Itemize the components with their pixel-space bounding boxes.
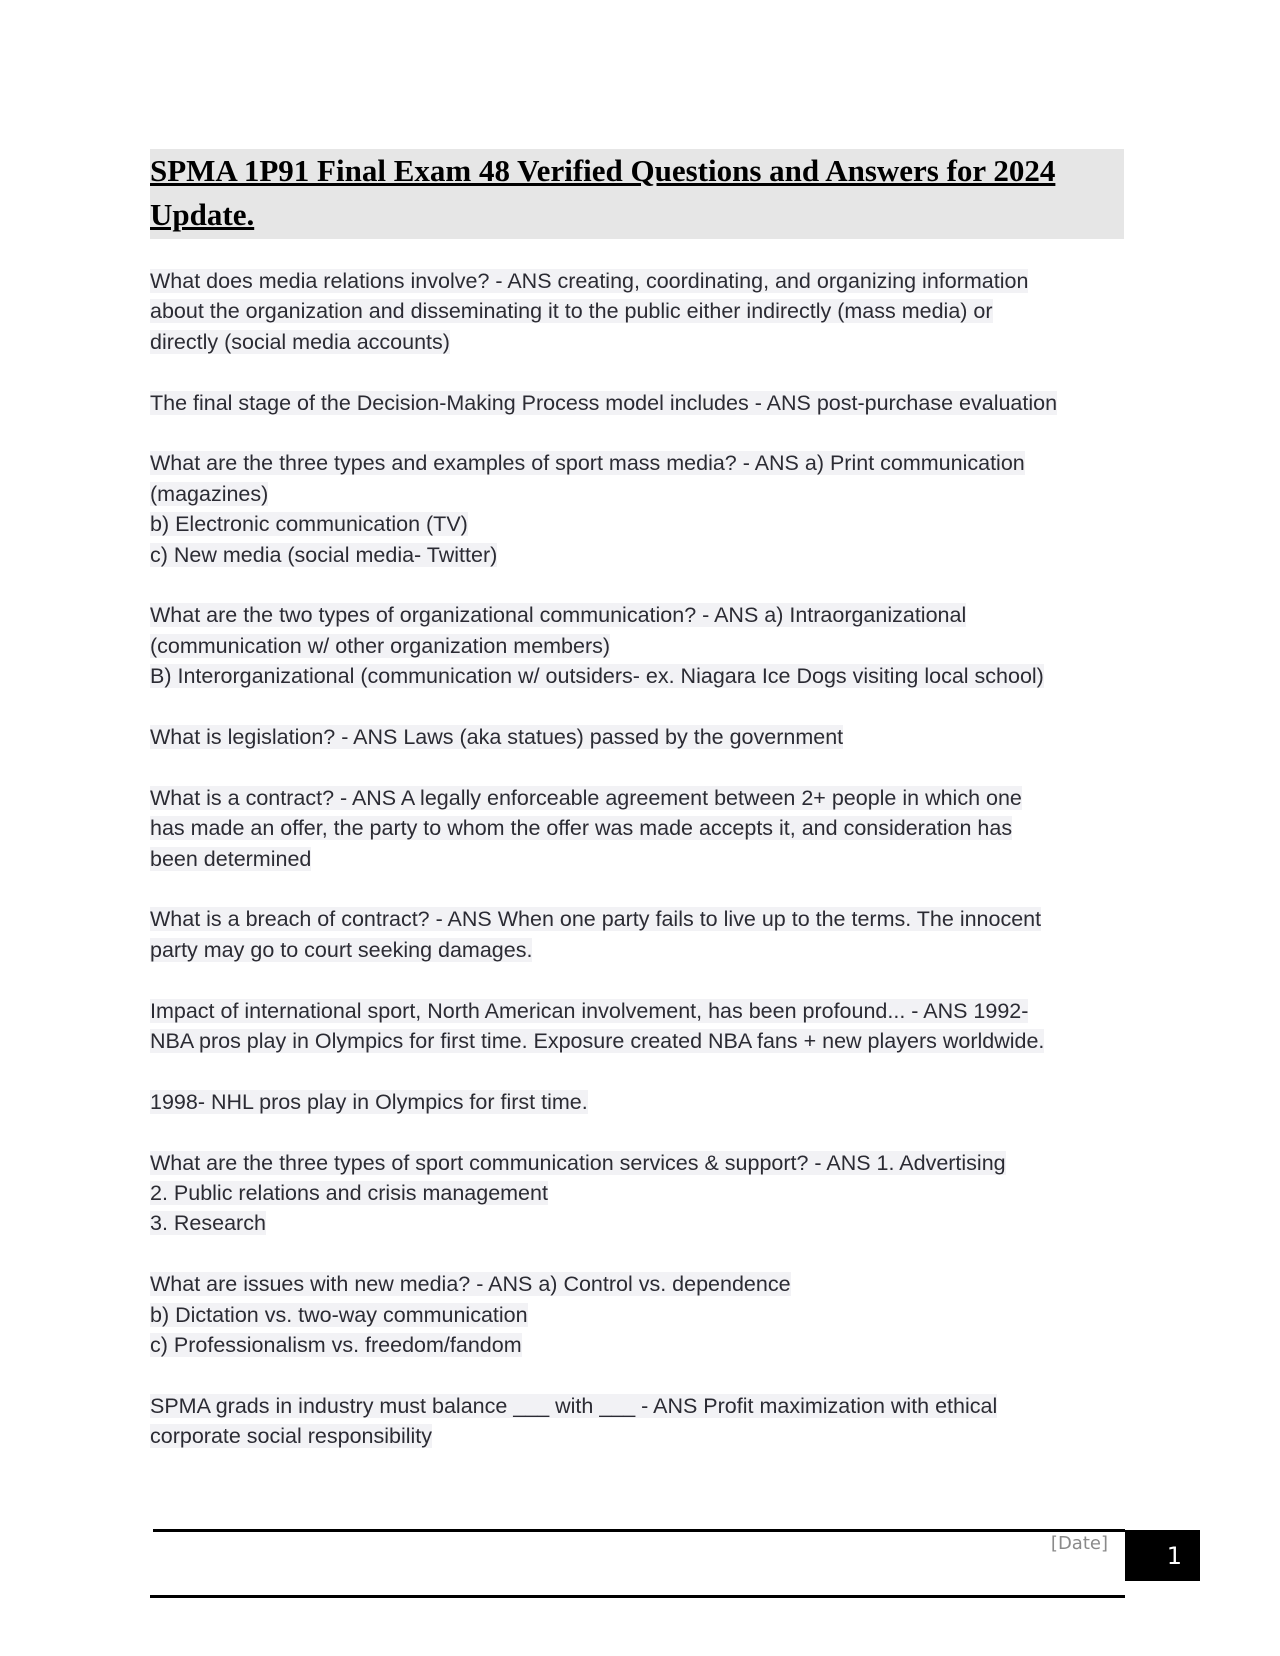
qa-entry xyxy=(150,1269,1125,1360)
qa-line-text: What is a breach of contract? - ANS When one party fails to live up to the terms. The innocent xyxy=(150,907,1042,932)
qa-line-text: has made an offer, the party to whom the offer was made accepts it, and consideration has xyxy=(150,816,1013,841)
qa-line xyxy=(150,266,1125,296)
qa-entry xyxy=(150,388,1125,418)
qa-line-text: B) Interorganizational (communication w/ outsiders- ex. Niagara Ice Dogs visiting local school) xyxy=(150,664,1044,689)
title-block xyxy=(150,149,1124,239)
qa-line-text: What are the two types of organizational communication? - ANS a) Intraorganizational xyxy=(150,603,967,628)
qa-line xyxy=(150,1026,1125,1056)
qa-line xyxy=(150,1269,1125,1299)
qa-line xyxy=(150,631,1125,661)
qa-entry xyxy=(150,600,1125,691)
qa-line-text: What is legislation? - ANS Laws (aka statues) passed by the government xyxy=(150,725,844,750)
qa-entry xyxy=(150,266,1125,357)
qa-entry xyxy=(150,996,1125,1057)
qa-line-text: 3. Research xyxy=(150,1211,266,1236)
qa-line xyxy=(150,388,1125,418)
qa-line-text: c) New media (social media- Twitter) xyxy=(150,542,498,567)
qa-line xyxy=(150,844,1125,874)
qa-line-text: The final stage of the Decision-Making Process model includes - ANS post-purchase evaluation xyxy=(150,390,1058,415)
footer-bottom-rule xyxy=(150,1595,1125,1598)
qa-line xyxy=(150,1330,1125,1360)
qa-entry xyxy=(150,722,1125,752)
qa-line-text: corporate social responsibility xyxy=(150,1424,433,1449)
qa-line xyxy=(150,600,1125,630)
qa-entry xyxy=(150,1148,1125,1239)
qa-line xyxy=(150,783,1125,813)
qa-line xyxy=(150,448,1125,478)
qa-line xyxy=(150,1087,1125,1117)
qa-line xyxy=(150,509,1125,539)
qa-line xyxy=(150,1148,1125,1178)
qa-line xyxy=(150,479,1125,509)
qa-line xyxy=(150,1421,1125,1451)
page-number-box xyxy=(1125,1530,1200,1581)
qa-entry xyxy=(150,448,1125,570)
qa-line xyxy=(150,935,1125,965)
qa-line-text: c) Professionalism vs. freedom/fandom xyxy=(150,1333,522,1358)
qa-line-text: What does media relations involve? - ANS creating, coordinating, and organizing information xyxy=(150,269,1029,293)
qa-line xyxy=(150,296,1125,326)
qa-line-text: What are issues with new media? - ANS a) Control vs. dependence xyxy=(150,1272,791,1297)
document-title: SPMA 1P91 Final Exam 48 Verified Questions and Answers for 2024 Update. xyxy=(150,153,1056,232)
qa-line-text: What are the three types and examples of sport mass media? - ANS a) Print communication xyxy=(150,451,1025,476)
qa-line-text: (magazines) xyxy=(150,481,269,506)
qa-line-text: 2. Public relations and crisis management xyxy=(150,1181,548,1206)
qa-line-text: What is a contract? - ANS A legally enforceable agreement between 2+ people in which one xyxy=(150,785,1022,810)
qa-line-text: Impact of international sport, North American involvement, has been profound... - ANS 1992- xyxy=(150,998,1029,1023)
qa-entry xyxy=(150,1391,1125,1452)
qa-line xyxy=(150,1208,1125,1238)
qa-line xyxy=(150,327,1125,357)
qa-line-text: (communication w/ other organization members) xyxy=(150,633,611,658)
qa-line xyxy=(150,1300,1125,1330)
qa-line xyxy=(150,813,1125,843)
page-number: 1 xyxy=(1166,1541,1182,1570)
qa-line-text: 1998- NHL pros play in Olympics for first time. xyxy=(150,1089,588,1114)
footer-date: [Date] xyxy=(1050,1533,1108,1554)
document-body xyxy=(150,266,1125,1482)
qa-line-text: about the organization and disseminating it to the public either indirectly (mass media) or xyxy=(150,299,993,324)
qa-line xyxy=(150,996,1125,1026)
qa-line xyxy=(150,722,1125,752)
qa-line-text: b) Electronic communication (TV) xyxy=(150,512,468,537)
qa-line-text: party may go to court seeking damages. xyxy=(150,937,533,962)
qa-entry xyxy=(150,904,1125,965)
qa-line xyxy=(150,904,1125,934)
qa-line xyxy=(150,1178,1125,1208)
qa-entry xyxy=(150,1087,1125,1117)
footer-top-rule xyxy=(153,1529,1125,1532)
qa-line xyxy=(150,540,1125,570)
qa-line-text: b) Dictation vs. two-way communication xyxy=(150,1302,528,1327)
qa-line-text: directly (social media accounts) xyxy=(150,329,450,354)
qa-entry xyxy=(150,783,1125,874)
qa-line-text: SPMA grads in industry must balance ___ with ___ - ANS Profit maximization with ethical xyxy=(150,1393,998,1418)
qa-line-text: been determined xyxy=(150,846,312,871)
qa-line-text: NBA pros play in Olympics for first time. Exposure created NBA fans + new players worldwide. xyxy=(150,1029,1045,1054)
qa-line xyxy=(150,661,1125,691)
qa-line xyxy=(150,1391,1125,1421)
qa-line-text: What are the three types of sport communication services & support? - ANS 1. Advertising xyxy=(150,1150,1006,1175)
